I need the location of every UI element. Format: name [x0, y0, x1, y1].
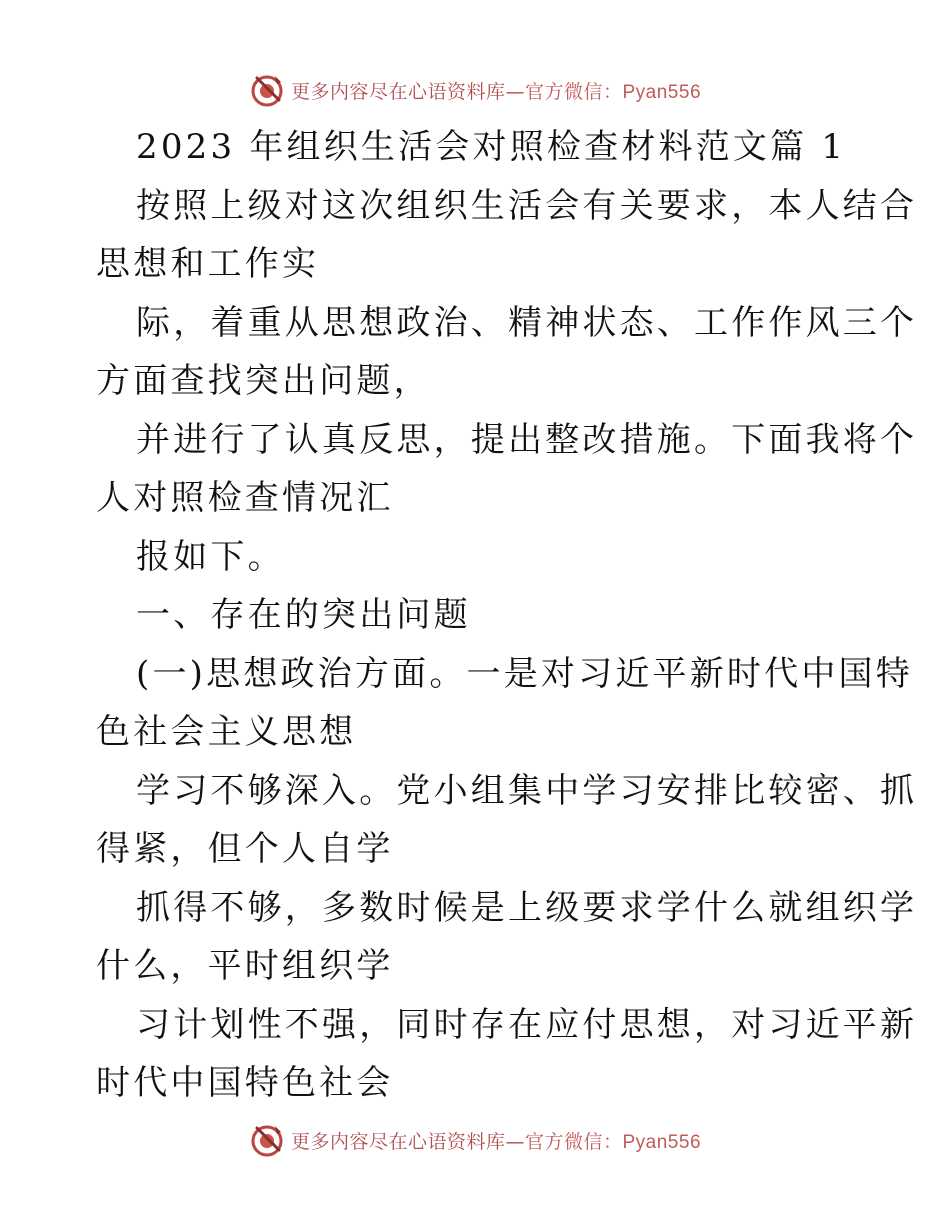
- watermark-main: 更多内容尽在心语资料库: [290, 80, 506, 103]
- watermark-label: 官方微信：: [524, 1130, 623, 1153]
- document-body: [96, 118, 918, 1113]
- text-line: 报如下。: [136, 536, 285, 577]
- watermark-dash: —: [505, 80, 525, 103]
- text-line: 抓得不够，多数时候是上级要求学什么就组织学: [136, 887, 918, 928]
- header-watermark: [0, 70, 950, 110]
- text-line: 学习不够深入。党小组集中学习安排比较密、抓: [136, 770, 918, 811]
- text-line: (一)思想政治方面。一是对习近平新时代中国特: [136, 653, 913, 694]
- footer-watermark: [0, 1120, 950, 1160]
- watermark-text: [291, 77, 701, 104]
- text-line: 人对照检查情况汇: [96, 478, 394, 518]
- watermark-dash: —: [505, 1130, 525, 1153]
- text-line: 并进行了认真反思，提出整改措施。下面我将个: [136, 419, 918, 460]
- text-line: 一、存在的突出问题: [136, 595, 471, 635]
- text-line: 时代中国特色社会: [96, 1063, 394, 1103]
- watermark-main: 更多内容尽在心语资料库: [290, 1130, 506, 1153]
- text-line: 际，着重从思想政治、精神状态、工作作风三个: [136, 302, 918, 343]
- text-line: 什么，平时组织学: [96, 946, 394, 986]
- watermark-label: 官方微信：: [524, 80, 623, 103]
- watermark-id: Pyan556: [622, 1131, 702, 1153]
- text-line: 按照上级对这次组织生活会有关要求，本人结合: [136, 185, 918, 226]
- watermark-id: Pyan556: [622, 81, 702, 103]
- brand-logo-icon: [249, 1122, 285, 1158]
- text-line: 得紧，但个人自学: [96, 829, 394, 869]
- text-line: 习计划性不强，同时存在应付思想，对习近平新: [136, 1004, 918, 1045]
- text-line: 方面查找突出问题，: [96, 361, 431, 401]
- text-line: 2023 年组织生活会对照检查材料范文篇 1: [136, 127, 847, 167]
- watermark-text: [291, 1127, 701, 1154]
- text-line: 色社会主义思想: [96, 712, 357, 752]
- brand-logo-icon: [249, 72, 285, 108]
- text-line: 思想和工作实: [96, 244, 320, 284]
